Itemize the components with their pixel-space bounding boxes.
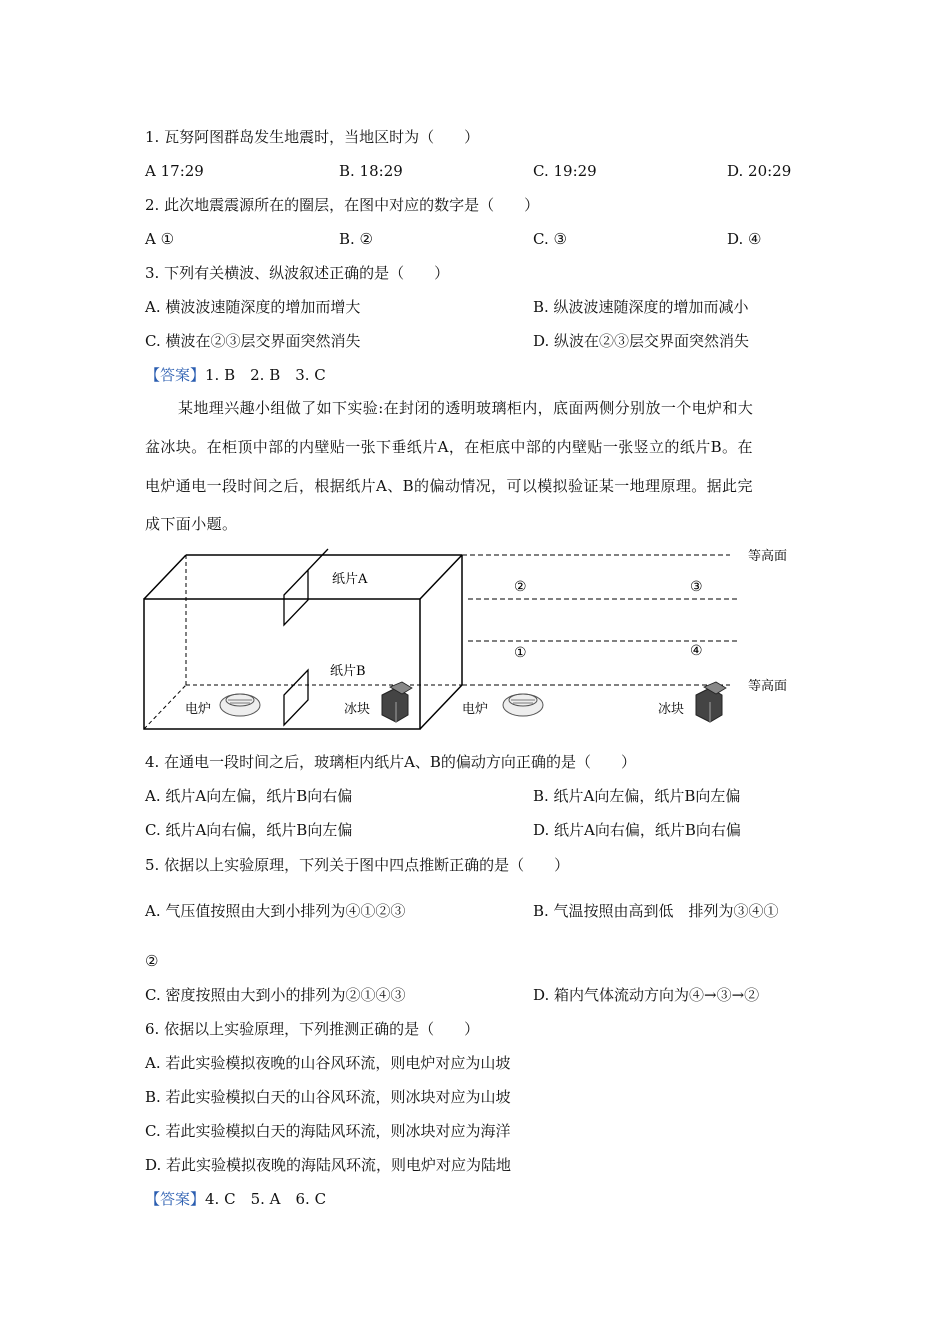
q4-stem: 4. 在通电一段时间之后，玻璃柜内纸片A、B的偏动方向正确的是（ ）	[145, 753, 636, 771]
point-3: ③	[690, 579, 703, 595]
q6-stem: 6. 依据以上实验原理，下列推测正确的是（ ）	[145, 1020, 480, 1038]
answer-tag: 【答案】	[145, 366, 206, 384]
q1-option-d: D. 20:29	[727, 162, 792, 180]
passage-line-1: 某地理兴趣小组做了如下实验:在封闭的透明玻璃柜内，底面两侧分别放一个电炉和大	[178, 399, 754, 417]
ice-label: 冰块	[344, 702, 371, 717]
q5-option-d: D. 箱内气体流动方向为④→③→②	[533, 986, 760, 1004]
q6-option-a: A. 若此实验模拟夜晚的山谷风环流，则电炉对应为山坡	[145, 1054, 511, 1072]
point-4: ④	[690, 643, 703, 659]
q5-option-b-cont: ②	[145, 952, 159, 970]
q2-stem: 2. 此次地震震源所在的圈层，在图中对应的数字是（ ）	[145, 196, 540, 214]
q5-option-a: A. 气压值按照由大到小排列为④①②③	[145, 902, 406, 920]
q3-option-c: C. 横波在②③层交界面突然消失	[145, 332, 361, 350]
paper-a-label: 纸片A	[332, 572, 368, 587]
q6-option-b: B. 若此实验模拟白天的山谷风环流，则冰块对应为山坡	[145, 1088, 511, 1106]
q1-option-b: B. 18:29	[339, 162, 403, 180]
q5-option-c: C. 密度按照由大到小的排列为②①④③	[145, 986, 406, 1004]
answer-1	[145, 365, 326, 385]
experiment-figure	[140, 545, 810, 735]
q3-stem: 3. 下列有关横波、纵波叙述正确的是（ ）	[145, 264, 450, 282]
q3-option-d: D. 纵波在②③层交界面突然消失	[533, 332, 750, 350]
paper-b-label: 纸片B	[330, 664, 366, 679]
q3-option-b: B. 纵波波速随深度的增加而减小	[533, 298, 749, 316]
q5-stem: 5. 依据以上实验原理，下列关于图中四点推断正确的是（ ）	[145, 856, 570, 874]
q2-option-c: C. ③	[533, 230, 567, 248]
q2-option-a: A ①	[145, 230, 175, 248]
ice-icon-right	[696, 682, 726, 722]
answer-text-2: 4. C 5. A 6. C	[205, 1190, 327, 1208]
ice-icon	[382, 682, 412, 722]
passage-line-3: 电炉通电一段时间之后，根据纸片A、B的偏动情况，可以模拟验证某一地理原理。据此完	[145, 477, 753, 495]
q6-option-c: C. 若此实验模拟白天的海陆风环流，则冰块对应为海洋	[145, 1122, 511, 1140]
isobaric-bottom-label: 等高面	[748, 679, 788, 694]
q4-option-c: C. 纸片A向右偏，纸片B向左偏	[145, 821, 353, 839]
q2-option-b: B. ②	[339, 230, 374, 248]
q6-option-d: D. 若此实验模拟夜晚的海陆风环流，则电炉对应为陆地	[145, 1156, 512, 1174]
answer-2	[145, 1189, 326, 1209]
answer-text: 1. B 2. B 3. C	[205, 366, 326, 384]
passage-line-4: 成下面小题。	[145, 515, 238, 533]
passage-line-2: 盆冰块。在柜顶中部的内壁贴一张下垂纸片A，在柜底中部的内壁贴一张竖立的纸片B。在	[145, 438, 753, 456]
point-2: ②	[514, 579, 527, 595]
stove-label: 电炉	[185, 702, 212, 717]
stove-icon	[220, 694, 260, 716]
q1-stem: 1. 瓦努阿图群岛发生地震时，当地区时为（ ）	[145, 128, 480, 146]
ice-label-right: 冰块	[658, 702, 685, 717]
q3-option-a: A. 横波波速随深度的增加而增大	[145, 298, 361, 316]
q2-option-d: D. ④	[727, 230, 762, 248]
q1-option-a: A 17:29	[145, 162, 204, 180]
q5-option-b: B. 气温按照由高到低 排列为③④①	[533, 902, 779, 920]
answer-tag-2: 【答案】	[145, 1190, 206, 1208]
point-1: ①	[514, 645, 527, 661]
q4-option-d: D. 纸片A向右偏，纸片B向右偏	[533, 821, 741, 839]
q4-option-b: B. 纸片A向左偏，纸片B向左偏	[533, 787, 741, 805]
isobaric-top-label: 等高面	[748, 549, 788, 564]
q4-option-a: A. 纸片A向左偏，纸片B向右偏	[145, 787, 353, 805]
stove-label-right: 电炉	[462, 702, 489, 717]
stove-icon-right	[503, 694, 543, 716]
q1-option-c: C. 19:29	[533, 162, 597, 180]
